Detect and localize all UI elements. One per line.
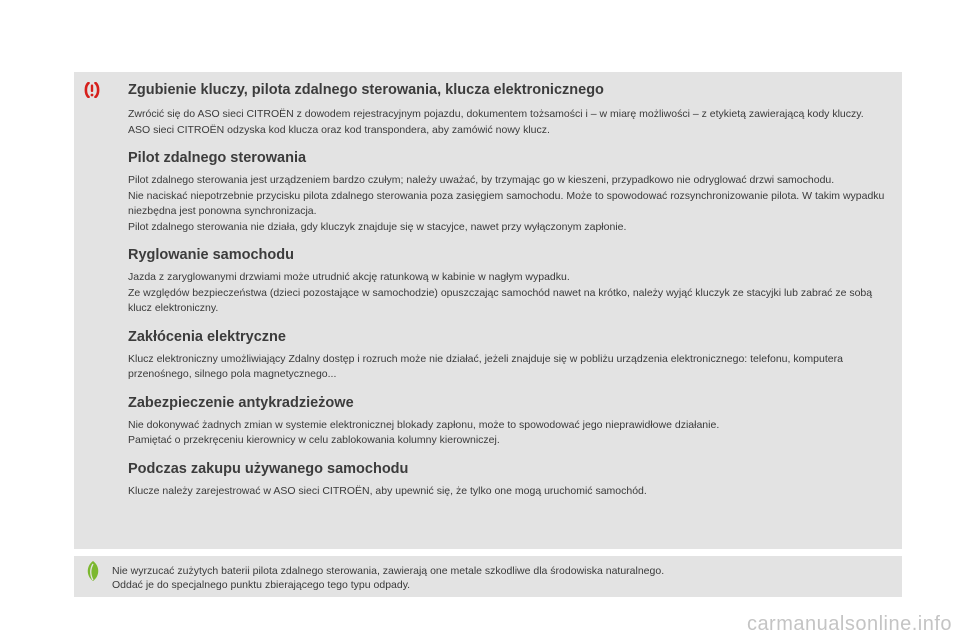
section-paragraph: Pamiętać o przekręceniu kierownicy w celu zablokowania kolumny kierowniczej.: [128, 434, 500, 446]
section-paragraph: ASO sieci CITROËN odzyska kod klucza oraz kod transpondera, aby zamówić nowy klucz.: [128, 123, 550, 136]
eco-note-line: Nie wyrzucać zużytych baterii pilota zdalnego sterowania, zawierają one metale szkodliwe dla środowiska naturalnego.: [112, 565, 665, 577]
section-paragraph: Nie naciskać niepotrzebnie przycisku pilota zdalnego sterowania poza zasięgiem samochodu. Może to spowodować rozsynchronizowanie pilota. W takim wypadku niezbędna jest ponowna synchronizacja.: [128, 189, 885, 217]
warning-panel: [74, 72, 902, 549]
section-title: Pilot zdalnego sterowania: [128, 150, 307, 166]
section-locking: [128, 245, 888, 317]
warning-icon: [83, 82, 101, 98]
section-paragraph: Nie dokonywać żadnych zmian w systemie elektronicznej blokady zapłonu, może to spowodować jego nieprawidłowe działanie.: [128, 418, 720, 431]
section-remote-control: [128, 148, 888, 235]
section-title: Zabezpieczenie antykradzieżowe: [128, 394, 354, 411]
eco-note-text: [112, 564, 888, 592]
section-paragraph: Klucz elektroniczny umożliwiający Zdalny dostęp i rozruch może nie działać, jeżeli znajduje się w pobliżu urządzenia elektronicznego: telefonu, komputera przenośnego, silnego pola magnetycznego...: [128, 352, 843, 380]
section-paragraph: Klucze należy zarejestrować w ASO sieci CITROËN, aby upewnić się, że tylko one mogą uruchomić samochód.: [128, 484, 647, 497]
eco-note-panel: [74, 556, 902, 597]
section-anti-theft: [128, 393, 888, 449]
section-used-car: [128, 459, 888, 500]
watermark: carmanualsonline.info: [746, 613, 952, 635]
section-paragraph: Ze względów bezpieczeństwa (dzieci pozostające w samochodzie) opuszczając samochód nawet na krótko, należy wyjąć kluczyk ze stacyjki lub zabrać ze sobą klucz elektroniczny.: [128, 286, 873, 314]
section-lost-keys: [128, 80, 888, 138]
leaf-icon: [84, 560, 102, 582]
section-title: Zgubienie kluczy, pilota zdalnego sterowania, klucza elektronicznego: [128, 82, 604, 98]
section-paragraph: Pilot zdalnego sterowania nie działa, gdy kluczyk znajduje się w stacyjce, nawet przy wyłączonym zapłonie.: [128, 220, 627, 233]
section-paragraph: Jazda z zaryglowanymi drzwiami może utrudnić akcję ratunkową w kabinie w nagłym wypadku.: [128, 271, 570, 283]
section-title: Podczas zakupu używanego samochodu: [128, 460, 409, 477]
section-title: Ryglowanie samochodu: [128, 247, 294, 263]
section-paragraph: Pilot zdalnego sterowania jest urządzeniem bardzo czułym; należy uważać, by trzymając go w kieszeni, przypadkowo nie odryglować drzwi samochodu.: [128, 174, 835, 186]
sections-list: [128, 80, 888, 499]
section-paragraph: Zwrócić się do ASO sieci CITROËN z dowodem rejestracyjnym pojazdu, dokumentem tożsamości i – w miarę możliwości – z etykietą zawierającą kody kluczy.: [128, 108, 864, 120]
section-electrical-interference: [128, 327, 888, 383]
eco-note-line: Oddać je do specjalnego punktu zbierającego tego typu odpady.: [112, 579, 411, 591]
section-title: Zakłócenia elektryczne: [128, 328, 286, 345]
